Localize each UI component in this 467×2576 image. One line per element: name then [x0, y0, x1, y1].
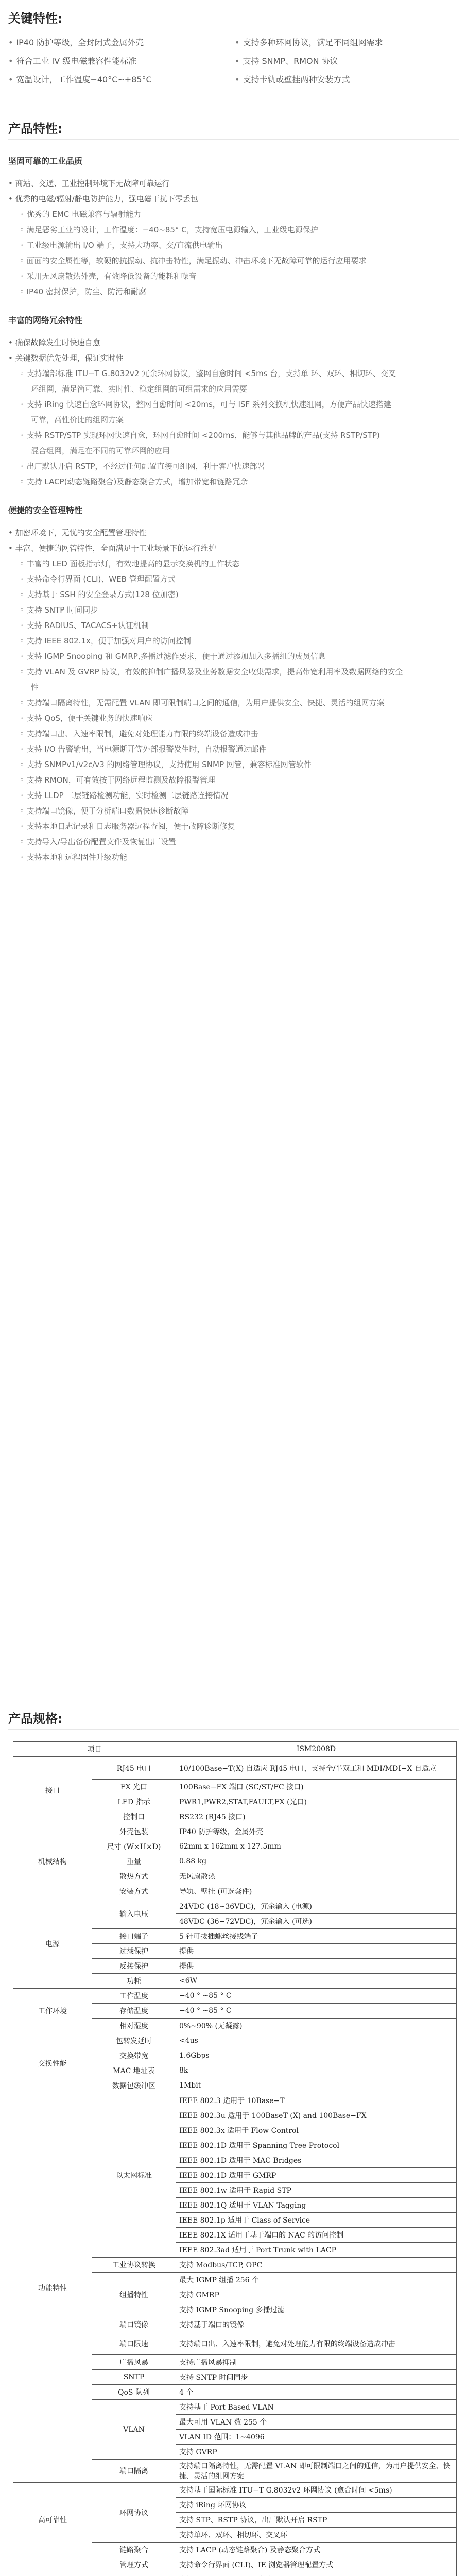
feature-line: • 丰富、便捷的网管特性，全面满足于工业场景下的运行维护	[8, 544, 216, 553]
spec-value	[176, 2498, 457, 2513]
spec-item: 反接保护	[92, 1959, 176, 1974]
spec-value	[176, 2198, 457, 2213]
spec-value-text: IEEE 802.3u 适用于 100BaseT (X) and 100Base−FX	[179, 2112, 367, 2120]
spec-value	[176, 1854, 457, 1869]
spec-category: 电源	[13, 1899, 92, 1989]
spec-value-text: 4 个	[179, 2388, 194, 2397]
spec-value	[176, 2385, 457, 2400]
feature-line: ◦ 支持 SNTP 时间同步	[20, 605, 98, 615]
spec-value	[176, 1899, 457, 1914]
spec-value	[176, 2153, 457, 2168]
feature-line: ◦ 支持 LACP(动态链路聚合)及静态聚合方式，增加带宽和链路冗余	[20, 477, 248, 486]
spec-value	[176, 2273, 457, 2287]
key-features-title: 关键特性:	[8, 11, 63, 26]
spec-item: MAC 地址表	[92, 2063, 176, 2078]
spec-value	[176, 2243, 457, 2258]
spec-value	[176, 2138, 457, 2153]
spec-value	[176, 2370, 457, 2385]
spec-item: RJ45 电口	[92, 1757, 176, 1780]
spec-value	[176, 2483, 457, 2498]
feature-line: ◦ 支持 RADIUS、TACACS+认证机制	[20, 621, 149, 630]
spec-value-text: 1Mbit	[179, 2081, 201, 2090]
feature-group-gap	[8, 865, 459, 879]
spec-value-text: 无风扇散热	[179, 1873, 215, 1881]
spec-value-text: 62mm x 162mm x 127.5mm	[179, 1842, 281, 1851]
feature-line: 混合组网，满足在不同的可靠环网的应用	[31, 446, 170, 455]
spec-item: 端口镜像	[92, 2317, 176, 2332]
spec-value-text: IEEE 802.3x 适用于 Flow Control	[179, 2127, 299, 2135]
product-features-body	[8, 155, 459, 879]
spec-value-text: 支持 IGMP Snooping 多播过滤	[179, 2306, 285, 2314]
spec-value-text: 支持 LACP (动态链路聚合) 及静态聚合方式	[179, 2546, 320, 2554]
spec-value-text: 0%~90% (无凝露)	[179, 2022, 243, 2030]
feature-group-title: 丰富的网络冗余特性	[8, 315, 83, 325]
spec-value	[176, 1839, 457, 1854]
spec-table-wrap	[13, 1741, 457, 2576]
spec-item: FX 光口	[92, 1780, 176, 1794]
spec-value	[176, 1824, 457, 1839]
spec-value-text: 8k	[179, 2066, 188, 2075]
spec-row	[13, 2033, 457, 2048]
feature-line: ◦ 丰富的 LED 面板指示灯，有效地提高的显示交换机的工作状态	[20, 559, 240, 568]
spec-value	[176, 1959, 457, 1974]
spec-row	[13, 2557, 457, 2572]
spec-value-text: 支持端口出、入速率限制，避免对处理能力有限的终端设备造成冲击	[179, 2340, 395, 2348]
spec-value	[176, 2400, 457, 2415]
spec-value	[176, 1780, 457, 1794]
spec-value-text: IEEE 802.1Q 适用于 VLAN Tagging	[179, 2201, 306, 2210]
spec-value-text: 支持 STP、RSTP 协议，出厂默认开启 RSTP	[179, 2516, 327, 2524]
spec-header-item: 项目	[13, 1742, 176, 1757]
feature-line: 性	[31, 683, 39, 692]
spec-item: VLAN	[92, 2400, 176, 2460]
spec-value-text: 支持 iRing 环网协议	[179, 2501, 247, 2510]
spec-item: 尺寸 (W×H×D)	[92, 1839, 176, 1854]
spec-item: LED 指示	[92, 1794, 176, 1809]
spec-value-text: IEEE 802.3ad 适用于 Port Trunk with LACP	[179, 2246, 337, 2255]
feature-line: ◦ 支持端口隔离特性，无需配置 VLAN 即可限制端口之间的通信，为用户提供安全、快捷、灵活的组网方案	[20, 698, 385, 707]
spec-value	[176, 2557, 457, 2572]
feature-line: • 确保故障发生时快速自愈	[8, 338, 100, 347]
spec-value	[176, 2287, 457, 2302]
spec-table	[13, 1741, 457, 2576]
spec-item: 安装方式	[92, 1884, 176, 1899]
spec-item: 端口隔离	[92, 2460, 176, 2483]
spec-value-text: 48VDC (36−72VDC)，冗余输入 (可选)	[179, 1918, 313, 1926]
spec-value	[176, 2445, 457, 2460]
spec-value-text: 支持基于端口的镜像	[179, 2321, 244, 2329]
feature-line: ◦ 支持基于 SSH 的安全登录方式(128 位加密)	[20, 590, 179, 599]
spec-value	[176, 1757, 457, 1780]
spec-value-text: −40 ° ~85 ° C	[179, 1992, 232, 2000]
spec-value-text: 支持 SNTP 时间同步	[179, 2374, 248, 2382]
spec-value	[176, 2019, 457, 2033]
spec-value	[176, 1809, 457, 1824]
spec-value	[176, 1974, 457, 1989]
spec-value-text: −40 ° ~85 ° C	[179, 2007, 232, 2015]
spec-value	[176, 2317, 457, 2332]
feature-line: ◦ 支持 QoS，便于关键业务的快速响应	[20, 714, 153, 723]
spec-value-text: PWR1,PWR2,STAT,FAULT,FX (光口)	[179, 1798, 307, 1806]
spec-value-text: 支持命令行界面 (CLI)、IE 浏览器管理配置方式	[179, 2561, 334, 2569]
spec-value-text: 10/100Base−T(X) 自适应 RJ45 电口，支持全/半双工和 MDI/MDI−X 自适应	[179, 1764, 436, 1773]
spec-row	[13, 1757, 457, 1780]
spec-item: 散热方式	[92, 1869, 176, 1884]
spec-value	[176, 1989, 457, 2004]
spec-item: 存储温度	[92, 2004, 176, 2019]
feature-line: • 加密环境下，无忧的安全配置管理特性	[8, 528, 147, 537]
spec-value	[176, 2460, 457, 2483]
spec-value-text: IP40 防护等级，金属外壳	[179, 1828, 264, 1836]
spec-value	[176, 2332, 457, 2355]
spec-value-text: 导轨、壁挂 (可选套件)	[179, 1888, 252, 1896]
spec-value-text: VLAN ID 范围：1~4096	[179, 2433, 265, 2442]
feature-group-title: 坚固可靠的工业品质	[8, 156, 83, 166]
feature-line: ◦ IP40 密封保护，防尘、防污和耐腐	[20, 287, 146, 296]
key-feature-item: • 符合工业 IV 级电磁兼容性能标准	[8, 56, 137, 66]
spec-value	[176, 2093, 457, 2108]
spec-value-text: <4us	[179, 2037, 198, 2045]
spec-item: 以太网标准	[92, 2093, 176, 2258]
spec-item: 环网协议	[92, 2483, 176, 2543]
spec-value-text: 提供	[179, 1947, 194, 1956]
spec-value-text: IEEE 802.1D 适用于 Spanning Tree Protocol	[179, 2142, 340, 2150]
spec-category: 功能特性	[13, 2093, 92, 2483]
feature-line: 环组网，满足简可靠、实时性、稳定组网的可组需求的应用需要	[31, 384, 248, 394]
spec-value	[176, 1914, 457, 1929]
spec-value	[176, 1929, 457, 1944]
spec-header-row	[13, 1742, 457, 1757]
spec-item	[92, 2572, 176, 2576]
spec-value-text: 支持基于国际标准 ITU−T G.8032v2 环网协议 (愈合时间 <5ms)	[179, 2486, 392, 2495]
feature-line: 可靠，高性价比的组网方案	[31, 415, 124, 425]
spec-value-text: 最大可用 VLAN 数 255 个	[179, 2418, 267, 2427]
feature-line: ◦ 优秀的 EMC 电磁兼容与辐射能力	[20, 210, 142, 219]
spec-value-text: IEEE 802.1p 适用于 Class of Service	[179, 2216, 310, 2225]
feature-line: ◦ 支持 RSTP/STP 实现环网快速自愈，环网自愈时间 <200ms，能够与其他品牌的产品(支持 RSTP/STP)	[20, 431, 380, 440]
spec-item: 工业协议转换	[92, 2258, 176, 2273]
spec-item: 端口限速	[92, 2332, 176, 2355]
spec-row	[13, 1989, 457, 2004]
spec-value-text: 0.88 kg	[179, 1857, 207, 1866]
feature-line: ◦ 支持导入/导出备份配置文件及恢复出厂设置	[20, 837, 176, 846]
spec-category: 机械结构	[13, 1824, 92, 1899]
spec-value	[176, 1794, 457, 1809]
spec-value-text: 支持 GVRP	[179, 2448, 217, 2456]
spec-value-text: 支持基于 Port Based VLAN	[179, 2403, 274, 2412]
spec-item: 数据包缓冲区	[92, 2078, 176, 2093]
spec-item: 包转发延时	[92, 2033, 176, 2048]
spec-category: 工作环境	[13, 1989, 92, 2033]
spec-value	[176, 2228, 457, 2243]
spec-value	[176, 2004, 457, 2019]
spec-item: 组播特性	[92, 2273, 176, 2317]
feature-line: ◦ 支持本地日志记录和日志服务器远程查阅，便于故障诊断修复	[20, 822, 235, 831]
feature-line: ◦ 支持 RMON，可有效按于网络远程监测及故障报警管理	[20, 775, 215, 785]
feature-line: ◦ 出厂默认开启 RSTP，不经过任何配置直接可组网，利于客户快速部署	[20, 462, 265, 471]
spec-item: 功耗	[92, 1974, 176, 1989]
spec-value-text: IEEE 802.1D 适用于 GMRP	[179, 2172, 276, 2180]
spec-item: 工作温度	[92, 1989, 176, 2004]
spec-value	[176, 2033, 457, 2048]
spec-value-text: IEEE 802.1D 适用于 MAC Bridges	[179, 2157, 302, 2165]
spec-value	[176, 1869, 457, 1884]
spec-value	[176, 2123, 457, 2138]
feature-line: ◦ 支持端口镜像，便于分析端口数据快速诊断故障	[20, 806, 189, 816]
spec-value-text: 1.6Gbps	[179, 2052, 210, 2060]
spec-value-text: 最大 IGMP 组播 256 个	[179, 2276, 259, 2284]
spec-value-text: 支持广播风暴抑制	[179, 2359, 237, 2367]
key-feature-item: • 宽温设计，工作温度−40°C~+85°C	[8, 75, 152, 84]
product-spec-title: 产品规格:	[8, 1711, 63, 1726]
feature-line: ◦ 支持 SNMPv1/v2c/v3 的网络管理协议，支持使用 SNMP 网管，兼容标准网管软件	[20, 760, 312, 769]
feature-group-title: 便捷的安全管理特性	[8, 505, 83, 515]
product-features-divider	[8, 139, 459, 140]
spec-value	[176, 2430, 457, 2445]
spec-category: 接口	[13, 1757, 92, 1824]
spec-value	[176, 1884, 457, 1899]
spec-item: 接口端子	[92, 1929, 176, 1944]
feature-line: ◦ 支持 LLDP 二层链路检测功能，实时检测二层链路连接情况	[20, 791, 229, 800]
spec-item: SNTP	[92, 2370, 176, 2385]
spec-category: 高可靠性	[13, 2483, 92, 2557]
feature-line: ◦ 支持 iRing 快速自愈环网协议，整网自愈时间 <20ms，可与 ISF 系列交换机快速组网，方便产品快速搭建	[20, 400, 391, 409]
spec-item: 广播风暴	[92, 2355, 176, 2370]
spec-value-text: 5 针可拔插螺丝接线端子	[179, 1933, 258, 1941]
spec-item: 交换带宽	[92, 2048, 176, 2063]
feature-line: ◦ 支持 VLAN 及 GVRP 协议，有效的抑制广播风暴及业务数据安全收集需求，提高带宽利用率及数据网络的安全	[20, 667, 403, 676]
spec-row	[13, 2093, 457, 2108]
spec-value-text: 24VDC (18~36VDC)，冗余输入 (电源)	[179, 1903, 313, 1911]
spec-value	[176, 2543, 457, 2557]
feature-group-gap	[8, 489, 459, 504]
key-feature-item: • IP40 防护等级，全封闭式金属外壳	[8, 38, 144, 47]
spec-row	[13, 2483, 457, 2498]
spec-value	[176, 2415, 457, 2430]
key-feature-item: • 支持多种环网协议，满足不同组网需求	[235, 38, 383, 47]
spec-value-text: IEEE 802.3 适用于 10Base−T	[179, 2097, 285, 2105]
feature-line: ◦ 支持 IGMP Snooping 和 GMRP,多播过滤作要求，便于通过添加加入多播组的成员信息	[20, 652, 326, 661]
spec-value-text: RS232 (RJ45 接口)	[179, 1813, 246, 1821]
spec-value-text: 100Base−FX 端口 (SC/ST/FC 接口)	[179, 1783, 304, 1791]
spec-category: 交换性能	[13, 2033, 92, 2093]
feature-line: ◦ 支持本地和远程固件升级功能	[20, 853, 127, 862]
spec-value-text: IEEE 802.1w 适用于 Rapid STP	[179, 2187, 292, 2195]
spec-item: 输入电压	[92, 1899, 176, 1929]
spec-value	[176, 2183, 457, 2198]
feature-line: ◦ 支持 IEEE 802.1x，便于加强对用户的访问控制	[20, 636, 191, 646]
spec-item: 相对湿度	[92, 2019, 176, 2033]
spec-value	[176, 2108, 457, 2123]
spec-value	[176, 2572, 457, 2576]
spec-value	[176, 2063, 457, 2078]
feature-line: ◦ 支持 I/O 告警输出，当电源断开等外部报警发生时，自动报警通过邮件	[20, 744, 267, 754]
spec-header-model: ISM2008D	[176, 1742, 457, 1757]
product-features-title: 产品特性:	[8, 122, 63, 136]
product-spec-divider	[8, 1729, 459, 1730]
spec-item: QoS 队列	[92, 2385, 176, 2400]
spec-value	[176, 2258, 457, 2273]
spec-item: 控制口	[92, 1809, 176, 1824]
feature-line: • 关键数据优先处理，保证实时性	[8, 353, 124, 363]
feature-line: ◦ 工业级电源输出 I/O 端子，支持大功率、交/直流供电输出	[20, 241, 223, 250]
spec-row	[13, 1899, 457, 1914]
spec-value	[176, 2528, 457, 2543]
spec-value-text: 支持 Modbus/TCP, OPC	[179, 2261, 263, 2269]
key-feature-item: • 支持卡轨或壁挂两种安装方式	[235, 75, 350, 84]
feature-line: • 商站、交通、工业控制环境下无故障可靠运行	[8, 179, 170, 188]
spec-item: 过载保护	[92, 1944, 176, 1959]
spec-row	[13, 1824, 457, 1839]
spec-item: 管理方式	[92, 2557, 176, 2572]
spec-value-text: 提供	[179, 1962, 194, 1971]
spec-value	[176, 2513, 457, 2528]
spec-item: 重量	[92, 1854, 176, 1869]
spec-value-text: <6W	[179, 1977, 198, 1985]
spec-value	[176, 2078, 457, 2093]
key-feature-item: • 支持 SNMP、RMON 协议	[235, 56, 338, 66]
spec-value-text: IEEE 802.1X 适用于基于端口的 NAC 的访问控制	[179, 2231, 344, 2240]
spec-value	[176, 2213, 457, 2228]
spec-category	[13, 2557, 92, 2576]
feature-line: ◦ 面面的安全属性等，软硬的抗振动、抗冲击特性，满足振动、冲击环境下无故障可靠的运行应用要求	[20, 256, 367, 265]
feature-line: • 优秀的电磁/辐射/静电防护能力，强电磁干扰下零丢包	[8, 194, 198, 204]
spec-value	[176, 1944, 457, 1959]
feature-line: ◦ 采用无风扇散热外壳，有效降低设备的能耗和噪音	[20, 272, 197, 281]
feature-group-gap	[8, 299, 459, 314]
feature-line: ◦ 满足恶劣工业的设计，工作温度：−40~85° C，支持宽压电源输入，工业级电源保护	[20, 225, 318, 234]
spec-item: 链路聚合	[92, 2543, 176, 2557]
feature-line: ◦ 支持端口出、入速率限制，避免对处理能力有限的终端设备造成冲击	[20, 729, 258, 738]
spec-value-text: 支持端口隔离特性，无需配置 VLAN 即可限制端口之间的通信，为用户提供安全、快捷、灵活的组网方案	[179, 2462, 451, 2481]
spec-value-text: 支持单环、双环、相切环、交叉环	[179, 2531, 287, 2539]
feature-line: ◦ 支持命令行界面 (CLI)、WEB 管理配置方式	[20, 574, 176, 584]
spec-value	[176, 2302, 457, 2317]
spec-value	[176, 2355, 457, 2370]
spec-item: 外壳包装	[92, 1824, 176, 1839]
spec-value-text: 支持 GMRP	[179, 2291, 219, 2299]
spec-value	[176, 2048, 457, 2063]
feature-line: ◦ 支持端部标准 ITU−T G.8032v2 冗余环网协议，整网自愈时间 <5ms 台，支持单 环、双环、相切环、交叉	[20, 369, 396, 378]
spec-value	[176, 2168, 457, 2183]
